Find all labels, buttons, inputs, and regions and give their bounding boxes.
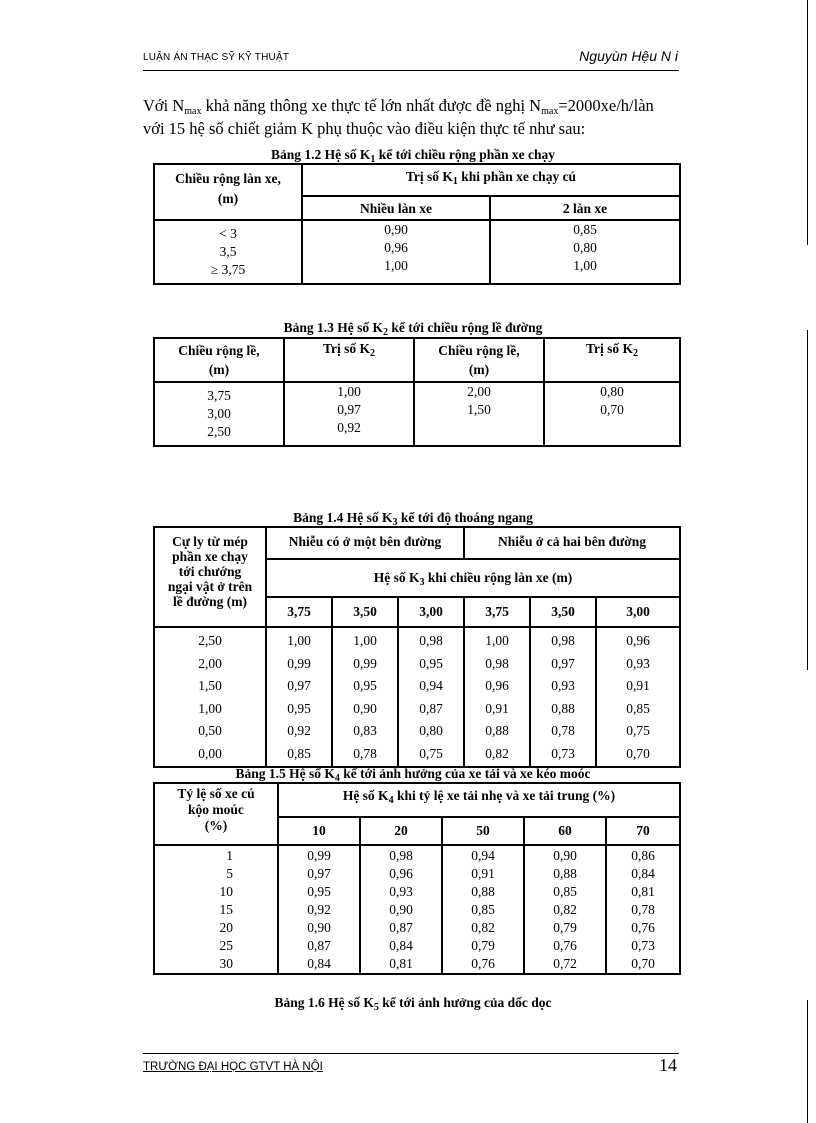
t12-widths: < 3 3,5 ≥ 3,75 bbox=[154, 220, 302, 284]
page-edge-line bbox=[807, 0, 808, 245]
t14-header-distance: Cự ly từ mép phần xe chạy tới chướng ngại vật ở trên lề đường (m) bbox=[154, 527, 266, 627]
t15-header-ratio: Tỷ lệ số xe cú kộo moúc (%) bbox=[154, 783, 278, 845]
footer-left: TRƯỜNG ĐẠI HỌC GTVT HÀ NỘI bbox=[143, 1061, 323, 1073]
t15-header-k4: Hệ số $K_4$ khi tỷ lệ xe tải nhẹ và xe tải trung (%) bbox=[278, 783, 680, 817]
t14-col-header: 3,50 bbox=[530, 597, 596, 627]
table-1-2 bbox=[153, 163, 681, 285]
header-rule bbox=[143, 70, 679, 71]
t14-header-both-sides: Nhiễu ở cả hai bên đường bbox=[464, 527, 680, 559]
table-1-5 bbox=[153, 782, 681, 975]
t12-header-k1: Trị số $K_1$ khi phần xe chạy cú bbox=[302, 164, 680, 196]
t14-col-header: 3,50 bbox=[332, 597, 398, 627]
t12-header-two: 2 làn xe bbox=[490, 196, 680, 220]
t14-values: 1,00 0,99 0,97 0,95 0,92 0,85 bbox=[266, 627, 332, 767]
page-number: 14 bbox=[659, 1055, 677, 1075]
header-right: Nguyùn Hệu N i bbox=[579, 48, 678, 64]
t15-values-70: 0,86 0,84 0,81 0,78 0,76 0,73 0,70 bbox=[606, 845, 680, 974]
header-left: LUẬN ÁN THẠC SỸ KỸ THUẬT bbox=[143, 52, 290, 63]
table-1-4 bbox=[153, 526, 681, 768]
t14-values: 0,98 0,97 0,93 0,88 0,78 0,73 bbox=[530, 627, 596, 767]
t13-header-k2-2: Trị số $K_2$ bbox=[544, 338, 680, 382]
t13-header-width-2: Chiều rộng lề, (m) bbox=[414, 338, 544, 382]
t12-multi-values: 0,90 0,96 1,00 bbox=[302, 220, 490, 284]
t15-col-header: 60 bbox=[524, 817, 606, 845]
t14-distance-values: 2,50 2,00 1,50 1,00 0,50 0,00 bbox=[154, 627, 266, 767]
t14-values: 0,98 0,95 0,94 0,87 0,80 0,75 bbox=[398, 627, 464, 767]
t14-values: 0,96 0,93 0,91 0,85 0,75 0,70 bbox=[596, 627, 680, 767]
intro-line-2: với 15 hệ số chiết giảm K phụ thuộc vào điều kiện thực tế như sau: bbox=[143, 119, 586, 138]
t14-header-one-side: Nhiễu có ở một bên đường bbox=[266, 527, 464, 559]
t14-header-k3: Hệ số $K_3$ khi chiều rộng làn xe (m) bbox=[266, 559, 680, 597]
t13-header-width-1: Chiều rộng lề, (m) bbox=[154, 338, 284, 382]
table-1-6-caption: Bảng 1.6 Hệ số $K_5$ kể tới ảnh hưởng của dốc dọc bbox=[274, 995, 552, 1013]
page-edge-line bbox=[807, 1000, 808, 1123]
t15-values-20: 0,98 0,96 0,93 0,90 0,87 0,84 0,81 bbox=[360, 845, 442, 974]
t13-widths-2: 2,00 1,50 bbox=[414, 382, 544, 446]
t12-header-width: Chiều rộng làn xe, (m) bbox=[154, 164, 302, 220]
table-1-4-caption: Bảng 1.4 Hệ số $K_3$ kể tới độ thoáng ngang bbox=[293, 510, 533, 528]
table-1-3-caption: Bảng 1.3 Hệ số $K_2$ kể tới chiều rộng lề đường bbox=[283, 320, 543, 338]
t13-widths-1: 3,75 3,00 2,50 bbox=[154, 382, 284, 446]
table-1-5-caption: Bảng 1.5 Hệ số $K_4$ kể tới ảnh hưởng của xe tải và xe kéo moóc bbox=[235, 766, 591, 784]
t15-col-header: 10 bbox=[278, 817, 360, 845]
t15-values-60: 0,90 0,88 0,85 0,82 0,79 0,76 0,72 bbox=[524, 845, 606, 974]
page-edge-line bbox=[807, 330, 808, 670]
table-1-2-caption: Bảng 1.2 Hệ số $K_1$ kể tới chiều rộng phần xe chạy bbox=[270, 147, 555, 165]
t13-header-k2-1: Trị số $K_2$ bbox=[284, 338, 414, 382]
t12-header-multi: Nhiều làn xe bbox=[302, 196, 490, 220]
intro-line-1: Với $N_{max}$ khả năng thông xe thực tế lớn nhất được đề nghị $N_{max}=2000xe/h$/làn bbox=[143, 96, 654, 117]
t12-two-values: 0,85 0,80 1,00 bbox=[490, 220, 680, 284]
t15-col-header: 50 bbox=[442, 817, 524, 845]
t14-values: 1,00 0,99 0,95 0,90 0,83 0,78 bbox=[332, 627, 398, 767]
t14-values: 1,00 0,98 0,96 0,91 0,88 0,82 bbox=[464, 627, 530, 767]
t14-col-header: 3,75 bbox=[464, 597, 530, 627]
t14-col-header: 3,00 bbox=[398, 597, 464, 627]
t15-col-header: 70 bbox=[606, 817, 680, 845]
t13-k2-values-1: 1,00 0,97 0,92 bbox=[284, 382, 414, 446]
footer-rule bbox=[143, 1053, 679, 1054]
t15-values-10: 0,99 0,97 0,95 0,92 0,90 0,87 0,84 bbox=[278, 845, 360, 974]
table-1-3 bbox=[153, 337, 681, 447]
t15-pct-values: 1 5 10 15 20 25 30 bbox=[154, 845, 278, 974]
t15-col-header: 20 bbox=[360, 817, 442, 845]
t13-k2-values-2: 0,80 0,70 bbox=[544, 382, 680, 446]
t15-values-50: 0,94 0,91 0,88 0,85 0,82 0,79 0,76 bbox=[442, 845, 524, 974]
t14-col-header: 3,75 bbox=[266, 597, 332, 627]
t14-col-header: 3,00 bbox=[596, 597, 680, 627]
